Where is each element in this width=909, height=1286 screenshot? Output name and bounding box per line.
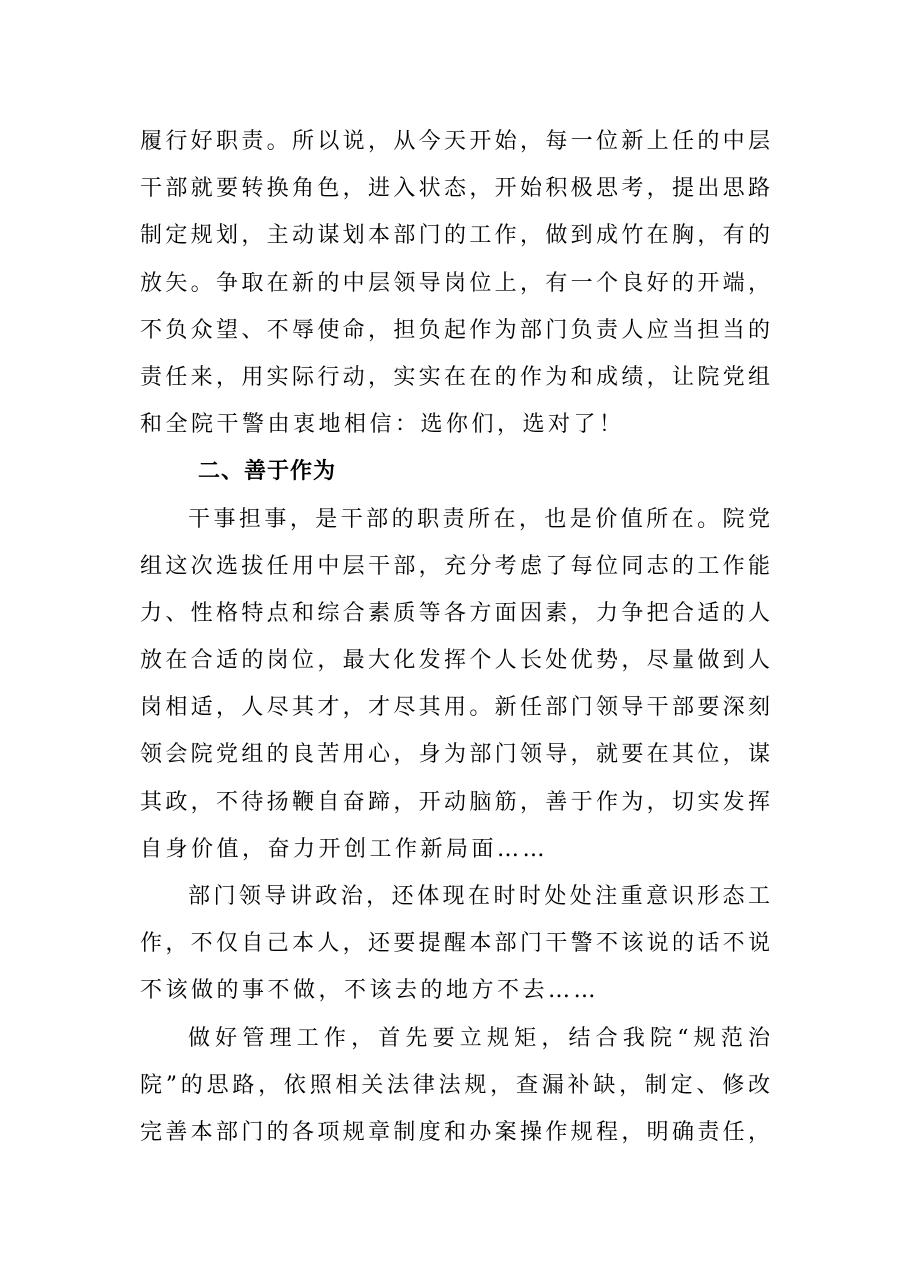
document-body (140, 118, 770, 1156)
text-line: 放在合适的岗位，最大化发挥个人长处优势，尽量做到人 (140, 648, 770, 674)
text-line: 力、性格特点和综合素质等各方面因素，力争把合适的人 (140, 600, 770, 626)
text-line: 院”的思路，依照相关法律法规，查漏补缺，制定、修改 (140, 1072, 770, 1098)
text-line: 自身价值，奋力开创工作新局面…… (140, 836, 549, 862)
text-line: 制定规划，主动谋划本部门的工作，做到成竹在胸，有的 (140, 223, 770, 249)
text-line: 放矢。争取在新的中层领导岗位上，有一个良好的开端， (140, 270, 770, 296)
text-line: 完善本部门的各项规章制度和办案操作规程，明确责任， (140, 1119, 770, 1145)
text-line: 做好管理工作，首先要立规矩，结合我院“规范治 (188, 1025, 770, 1051)
text-line: 和全院干警由衷地相信：选你们，选对了！ (140, 412, 625, 438)
text-line: 作，不仅自己本人，还要提醒本部门干警不该说的话不说 (140, 931, 770, 957)
text-line: 领会院党组的良苦用心，身为部门领导，就要在其位，谋 (140, 742, 770, 768)
paragraph (140, 873, 770, 1015)
text-line: 履行好职责。所以说，从今天开始，每一位新上任的中层 (140, 129, 770, 154)
text-line: 组这次选拔任用中层干部，充分考虑了每位同志的工作能 (140, 553, 770, 579)
text-line: 干事担事，是干部的职责所在，也是价值所在。院党 (188, 506, 770, 532)
text-line: 责任来，用实际行动，实实在在的作为和成绩，让院党组 (140, 364, 770, 390)
text-line: 不该做的事不做，不该去的地方不去…… (140, 978, 600, 1004)
text-line: 部门领导讲政治，还体现在时时处处注重意识形态工 (188, 884, 770, 909)
paragraph (140, 1015, 770, 1157)
text-line: 其政，不待扬鞭自奋蹄，开动脑筋，善于作为，切实发挥 (140, 789, 770, 815)
text-line: 干部就要转换角色，进入状态，开始积极思考，提出思路 (140, 176, 770, 202)
text-line: 岗相适，人尽其才，才尽其用。新任部门领导干部要深刻 (140, 695, 770, 721)
section-heading: 二、善于作为 (198, 459, 337, 485)
text-line: 不负众望、不辱使命，担负起作为部门负责人应当担当的 (140, 317, 770, 343)
paragraph (140, 118, 770, 448)
paragraph (140, 496, 770, 874)
